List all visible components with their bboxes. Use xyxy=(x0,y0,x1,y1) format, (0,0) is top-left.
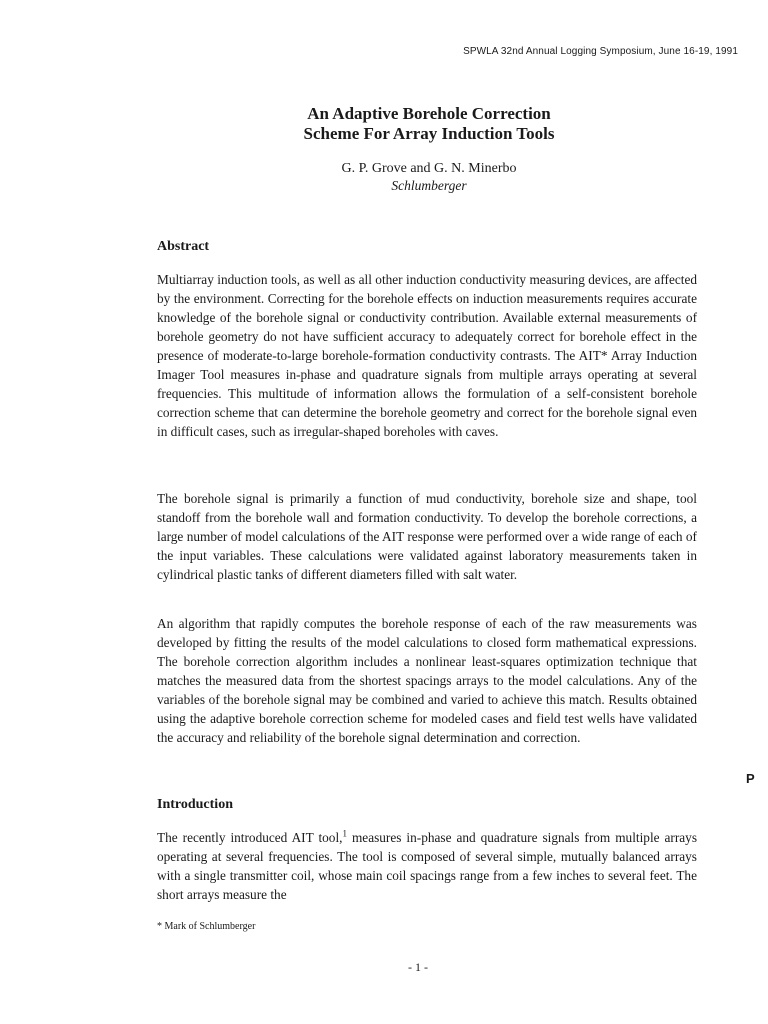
title-line-1: An Adaptive Borehole Correction xyxy=(307,104,551,123)
abstract-paragraph-1: Multiarray induction tools, as well as all other induction conductivity measuring devices, are affected by the environment. Correcting for the borehole effects on induction measurements requires accurate knowledge of the borehole signal or conductivity contribution. Available external measurements of borehole geometry do not have sufficient accuracy to adequately correct for borehole effect in the presence of moderate-to-large borehole-formation conductivity contrasts. The AIT* Array Induction Imager Tool measures in-phase and quadrature signals from multiple arrays operating at several frequencies. This multitude of information allows the formulation of a self-consistent borehole correction scheme that can determine the borehole geometry and correct for the borehole signal even in difficult cases, such as irregular-shaped boreholes with caves. xyxy=(157,272,697,439)
introduction-paragraph-1 xyxy=(157,828,697,904)
abstract-paragraph-2: The borehole signal is primarily a function of mud conductivity, borehole size and shape, tool standoff from the borehole wall and formation conductivity. To develop the borehole corrections, a large number of model calculations of the AIT response were performed over a wide range of each of the input variables. These calculations were validated against laboratory measurements taken in cylindrical plastic tanks of different diameters filled with salt water. xyxy=(157,491,697,582)
affiliation: Schlumberger xyxy=(391,178,467,193)
page-number: - 1 - xyxy=(408,960,428,974)
abstract-heading: Abstract xyxy=(157,239,210,254)
intro-text-after: measures in-phase and quadrature signals from multiple arrays operating at several frequencies. The tool is composed of several simple, mutually balanced arrays with a single transmitter coil, whose main coil spacings range from a few inches to several feet. The short arrays measure the xyxy=(157,830,698,902)
margin-mark: P xyxy=(746,771,755,786)
intro-text-before: The recently introduced AIT tool, xyxy=(157,830,343,845)
footnote: * Mark of Schlumberger xyxy=(157,921,256,932)
title-line-2: Scheme For Array Induction Tools xyxy=(303,124,555,143)
abstract-paragraph-3: An algorithm that rapidly computes the borehole response of each of the raw measurements was developed by fitting the results of the model calculations to closed form mathematical expressions. The borehole correction algorithm includes a nonlinear least-squares optimization technique that matches the measured data from the shortest spacings arrays to the model calculations. Any of the variables of the borehole signal may be combined and varied to achieve this match. Results obtained using the adaptive borehole correction scheme for modeled cases and field test wells have validated the accuracy and reliability of the borehole signal determination and correction. xyxy=(157,616,697,745)
introduction-heading: Introduction xyxy=(157,797,233,812)
authors: G. P. Grove and G. N. Minerbo xyxy=(341,161,517,176)
paper-title xyxy=(160,104,698,144)
reference-superscript: 1 xyxy=(342,828,347,839)
conference-header: SPWLA 32nd Annual Logging Symposium, June 16-19, 1991 xyxy=(463,46,738,57)
